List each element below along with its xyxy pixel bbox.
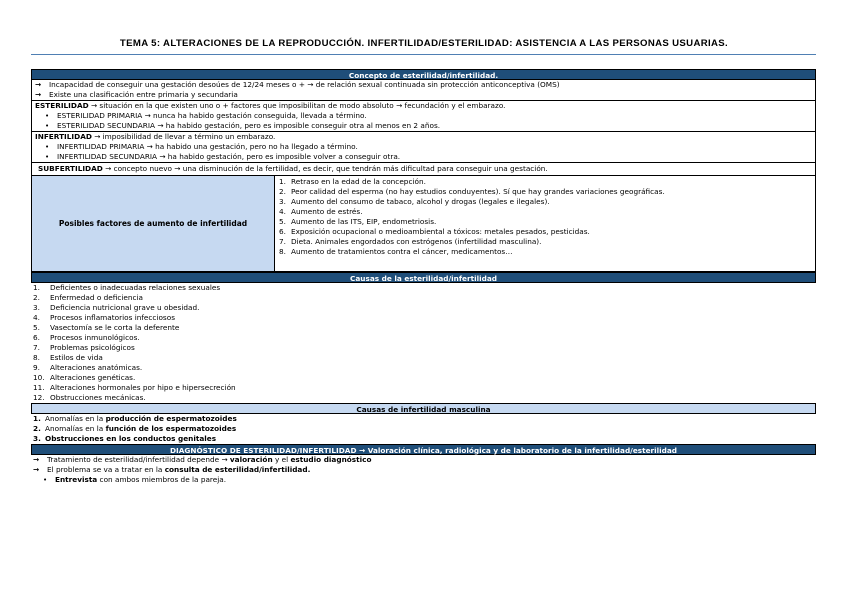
factores-list (275, 176, 815, 271)
list-item: 3. Aumento del consumo de tabaco, alcohol y drogas (legales e ilegales). (279, 197, 550, 206)
diagnostico-list (31, 455, 816, 485)
list-item: 8. Estilos de vida (33, 353, 103, 362)
arrow-icon: → (35, 80, 42, 89)
section-header-diagnostico: DIAGNÓSTICO DE ESTERILIDAD/INFERTILIDAD → Valoración clínica, radiológica y de laboratorio de la infertilidad/esterilidad (31, 444, 816, 455)
arrow-icon: → (33, 465, 40, 474)
list-item: 2. Enfermedad o deficiencia (33, 293, 143, 302)
list-item: → Tratamiento de esterilidad/infertilidad depende → valoración y el estudio diagnóstico (33, 455, 372, 464)
list-item: 8. Aumento de tratamientos contra el cáncer, medicamentos… (279, 247, 513, 256)
list-item: 2. Anomalías en la función de los espermatozoides (33, 424, 237, 433)
list-item: 11. Alteraciones hormonales por hipo e hipersecreción (33, 383, 236, 392)
subfertilidad-term: SUBFERTILIDAD (38, 164, 103, 173)
list-item: 7. Problemas psicológicos (33, 343, 135, 352)
list-item: 2. Peor calidad del esperma (no hay estudios conduyentes). Sí que hay grandes variaciones geográficas. (279, 187, 665, 196)
list-item: 3. Obstrucciones en los conductos genitales (33, 434, 217, 443)
list-item: → El problema se va a tratar en la consulta de esterilidad/infertilidad. (33, 465, 311, 474)
section-header-causas: Causas de la esterilidad/infertilidad (31, 272, 816, 283)
list-item: 1. Anomalías en la producción de espermatozoides (33, 414, 237, 423)
list-item: • Entrevista con ambos miembros de la pareja. (33, 475, 814, 485)
list-item: 6. Exposición ocupacional o medioambiental a tóxicos: metales pesados, pesticidas. (279, 227, 590, 236)
factores-label: Posibles factores de aumento de infertilidad (32, 176, 275, 271)
subfertilidad-block: SUBFERTILIDAD → concepto nuevo → una disminución de la fertilidad, es decir, que tendrán más dificultad para conseguir una gestación. (31, 163, 816, 176)
list-item: 1. Retraso en la edad de la concepción. (279, 177, 426, 186)
list-item: 5. Aumento de las ITS, EIP, endometriosis. (279, 217, 437, 226)
masculina-list (31, 414, 816, 444)
page-title: TEMA 5: ALTERACIONES DE LA REPRODUCCIÓN. INFERTILIDAD/ESTERILIDAD: ASISTENCIA A LAS PERSONAS USUARIAS. (119, 38, 729, 49)
list-item: 5. Vasectomía se le corta la deferente (33, 323, 180, 332)
list-item: → Existe una clasificación entre primaria y secundaria (35, 90, 238, 99)
factores-table (31, 176, 816, 272)
list-item: • INFERTILIDAD PRIMARIA → ha habido una gestación, pero no ha llegado a término. (35, 142, 812, 152)
list-item: 4. Procesos inflamatorios infecciosos (33, 313, 175, 322)
list-item: 1. Deficientes o inadecuadas relaciones sexuales (33, 283, 221, 292)
list-item: • ESTERILIDAD SECUNDARIA → ha habido gestación, pero es imposible conseguir otra al menos en 2 años. (35, 121, 812, 131)
list-item: 9. Alteraciones anatómicas. (33, 363, 143, 372)
list-item: 6. Procesos inmunológicos. (33, 333, 140, 342)
esterilidad-block: ESTERILIDAD → situación en la que existen uno o + factores que imposibilitan de modo absoluto → fecundación y el embarazo. • ESTERILIDAD PRIMARIA → nunca ha habido gestación conseguida, llevada a término. • ESTERILIDAD SECUNDARIA → ha habido gestación, pero es imposible conseguir otra al menos en 2 años. (31, 101, 816, 132)
list-item: • ESTERILIDAD PRIMARIA → nunca ha habido gestación conseguida, llevada a término. (35, 111, 812, 121)
list-item: 10. Alteraciones genéticas. (33, 373, 136, 382)
list-item: 3. Deficiencia nutricional grave u obesidad. (33, 303, 200, 312)
arrow-icon: → (35, 90, 42, 99)
list-item: • INFERTILIDAD SECUNDARIA → ha habido gestación, pero es imposible volver a conseguir otra. (35, 152, 812, 162)
infertilidad-block: INFERTILIDAD → imposibilidad de llevar a término un embarazo. • INFERTILIDAD PRIMARIA → ha habido una gestación, pero no ha llegado a término. • INFERTILIDAD SECUNDARIA → ha habido gestación, pero es imposible volver a conseguir otra. (31, 132, 816, 163)
title-divider (31, 54, 816, 55)
list-item: 4. Aumento de estrés. (279, 207, 363, 216)
list-item: 7. Dieta. Animales engordados con estrógenos (infertilidad masculina). (279, 237, 542, 246)
section-header-masculina: Causas de infertilidad masculina (31, 403, 816, 414)
concepto-intro (31, 80, 816, 101)
list-item: → Incapacidad de conseguir una gestación desoúes de 12/24 meses o + → de relación sexual continuada sin protección anticonceptiva (OMS) (35, 80, 560, 89)
infertilidad-term: INFERTILIDAD (35, 132, 92, 141)
esterilidad-term: ESTERILIDAD (35, 101, 89, 110)
arrow-icon: → (33, 455, 40, 464)
list-item: 12. Obstrucciones mecánicas. (33, 393, 146, 402)
causas-list (31, 283, 816, 403)
section-header-concepto: Concepto de esterilidad/infertilidad. (31, 69, 816, 80)
document-table (31, 69, 816, 485)
